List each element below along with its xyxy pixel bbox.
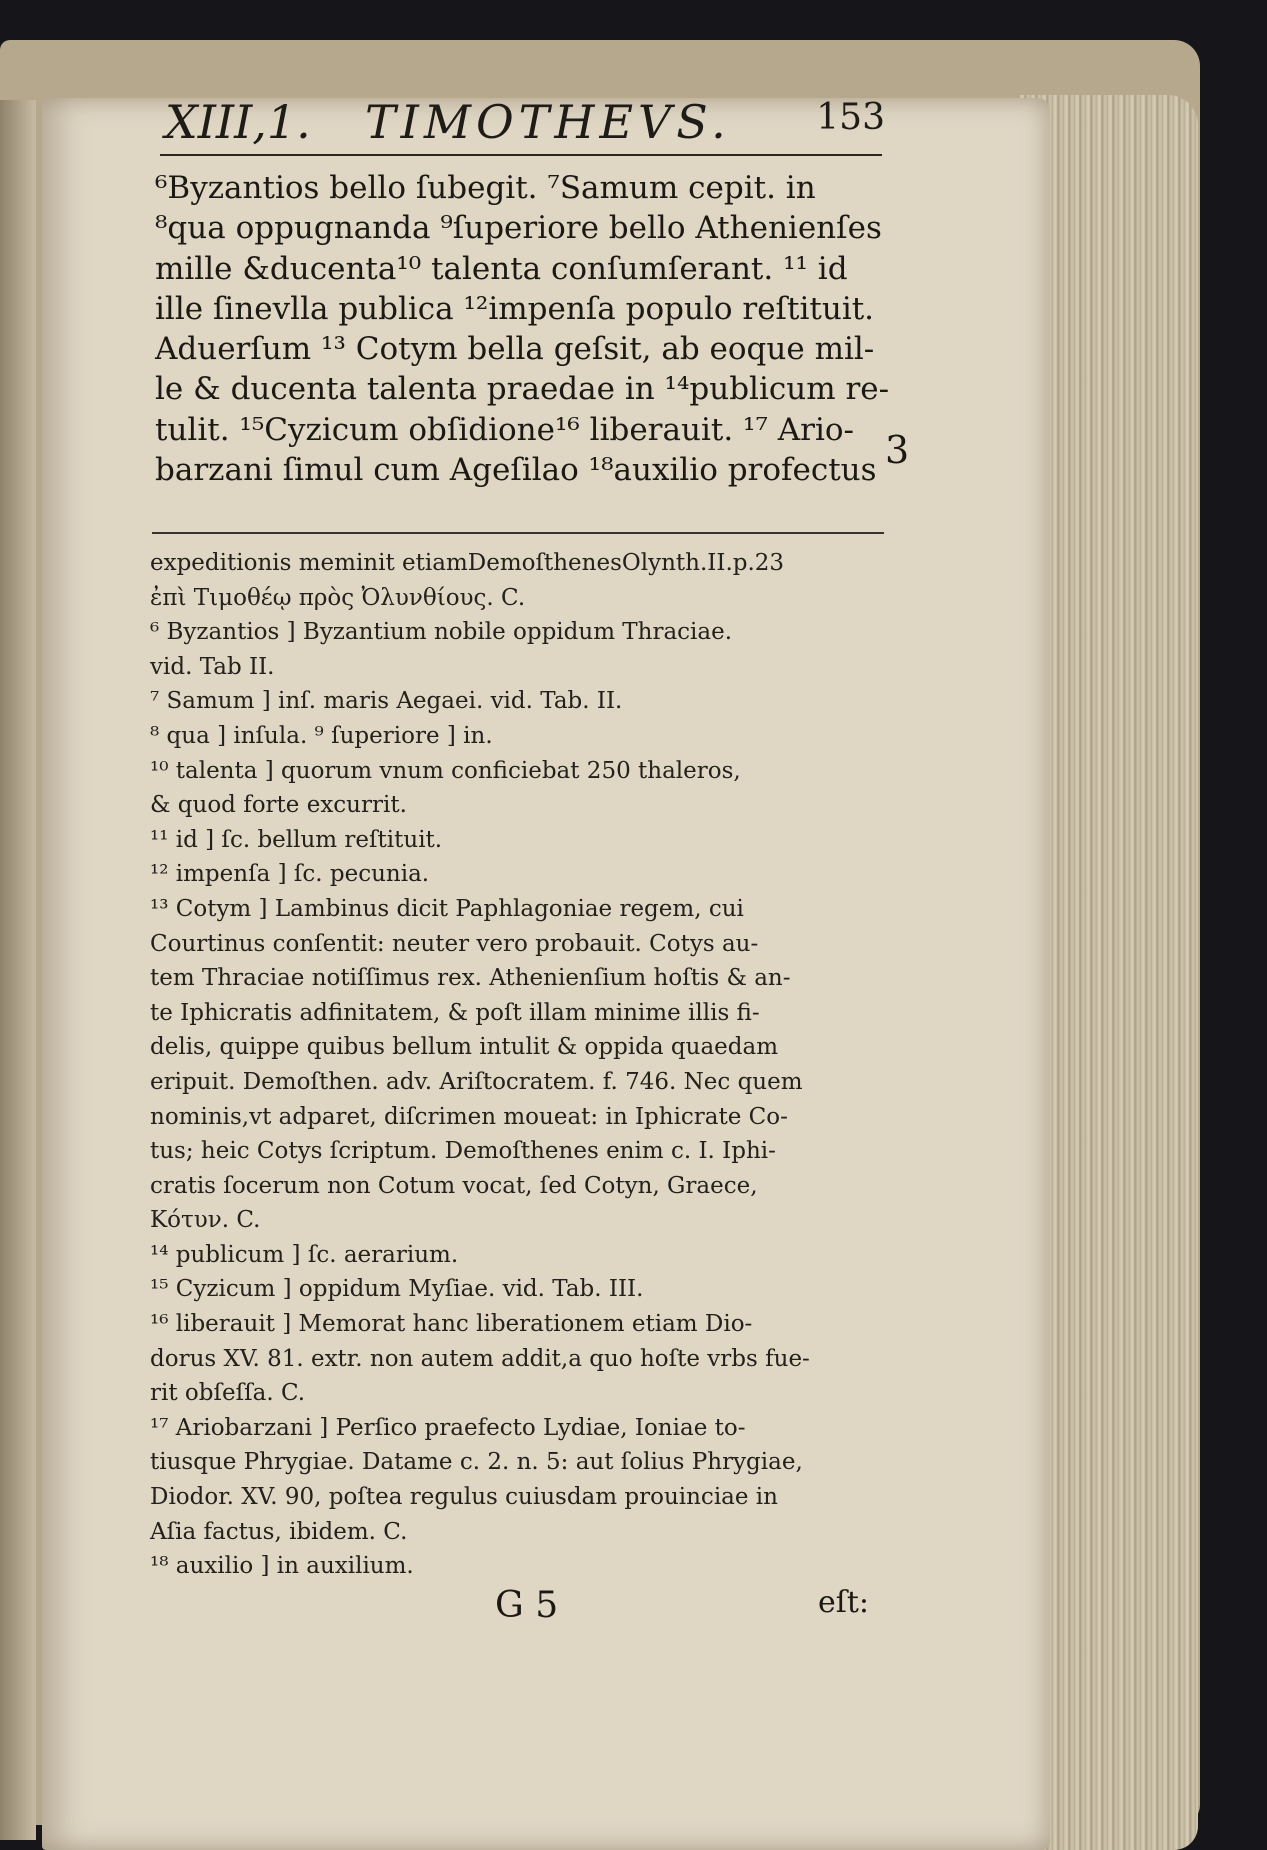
note-line: ⁷ Samum ] inſ. maris Aegaei. vid. Tab. II. [150,688,623,715]
note-line: ¹² impenſa ] ſc. pecunia. [150,861,430,888]
note-line: nominis,vt adparet, diſcrimen moueat: in Iphicrate Co- [150,1103,788,1130]
text-line: ⁶Byzantios bello ſubegit. ⁷Samum cepit. in [155,170,816,206]
note-line: dorus XV. 81. extr. non autem addit,a quo hoſte vrbs fue- [150,1345,810,1372]
note-line: ¹⁰ talenta ] quorum vnum conficiebat 250 thaleros, [150,757,741,784]
main-text [155,168,890,490]
note-line: expeditionis meminit etiamDemoſthenesOlynth.II.p.23 [150,550,785,576]
note-line: tiusque Phrygiae. Datame c. 2. n. 5: aut ſolius Phrygiae, [150,1449,803,1476]
note-line: ⁶ Byzantios ] Byzantium nobile oppidum Thraciae. [150,619,733,646]
note-line: eripuit. Demoſthen. adv. Ariſtocratem. f. 746. Nec quem [150,1068,803,1095]
text-line: le & ducenta talenta praedae in ¹⁴publicum re- [155,371,890,408]
note-line: rit obſeſſa. C. [150,1380,306,1407]
note-line: cratis ſocerum non Cotum vocat, ſed Cotyn, Graece, [150,1172,758,1199]
running-title: TIMOTHEVS. [365,95,731,149]
text-line: Aduerſum ¹³ Cotym bella geſsit, ab eoque mil- [155,331,875,368]
header-rule [160,154,882,156]
text-line: tulit. ¹⁵Cyzicum obſidione¹⁶ liberauit. ¹⁷ Ario- [155,411,854,448]
signature-mark: G 5 [495,1585,559,1626]
text-line: ille ſinevlla publica ¹²impenſa populo reſtituit. [155,290,875,327]
note-line: ¹⁶ liberauit ] Memorat hanc liberationem etiam Dio- [150,1311,753,1338]
note-line: ¹⁸ auxilio ] in auxilium. [150,1553,414,1580]
text-line: mille &ducenta¹⁰ talenta conſumſerant. ¹¹ id [155,250,848,287]
note-line: vid. Tab II. [150,653,275,680]
notes-rule [152,532,884,534]
note-line: delis, quippe quibus bellum intulit & oppida quaedam [150,1034,779,1061]
note-line: tem Thraciae notiſſimus rex. Athenienſium hoſtis & an- [150,965,791,992]
chapter-reference: XIII,1. [165,95,311,149]
note-line: tus; heic Cotys ſcriptum. Demoſthenes enim c. I. Iphi- [150,1138,776,1165]
note-line: te Iphicratis adfinitatem, & poſt illam minime illis fi- [150,999,760,1026]
note-line: & quod forte excurrit. [150,792,407,819]
note-line: Courtinus conſentit: neuter vero probauit. Cotys au- [150,930,759,957]
text-line: ⁸qua oppugnanda ⁹ſuperiore bello Athenienſes [155,210,882,247]
note-line: ¹⁷ Ariobarzani ] Perſico praefecto Lydiae, Ioniae to- [150,1414,746,1441]
note-line: ¹⁴ publicum ] ſc. aerarium. [150,1241,459,1268]
running-header [165,95,885,147]
note-line: ¹³ Cotym ] Lambinus dicit Paphlagoniae regem, cui [150,895,744,922]
footnotes [150,546,886,1584]
margin-annotation: 3 [885,428,910,472]
note-line: ¹⁵ Cyzicum ] oppidum Myſiae. vid. Tab. III. [150,1276,644,1303]
page-number: 153 [816,97,885,138]
note-line: Diodor. XV. 90, poſtea regulus cuiusdam prouinciae in [150,1484,778,1511]
note-line: Κότυν. C. [150,1207,261,1234]
catchword: eſt: [818,1585,870,1620]
note-line: ἐπὶ Τιμοθέῳ πρὸς Ὀλυνθίους. C. [150,584,526,611]
note-line: ⁸ qua ] inſula. ⁹ ſuperiore ] in. [150,722,493,749]
note-line: ¹¹ id ] ſc. bellum reſtituit. [150,826,443,853]
previous-page-edge [0,100,36,1840]
note-line: Aſia factus, ibidem. C. [150,1518,408,1545]
text-line: barzani ſimul cum Ageſilao ¹⁸auxilio profectus [155,452,877,489]
